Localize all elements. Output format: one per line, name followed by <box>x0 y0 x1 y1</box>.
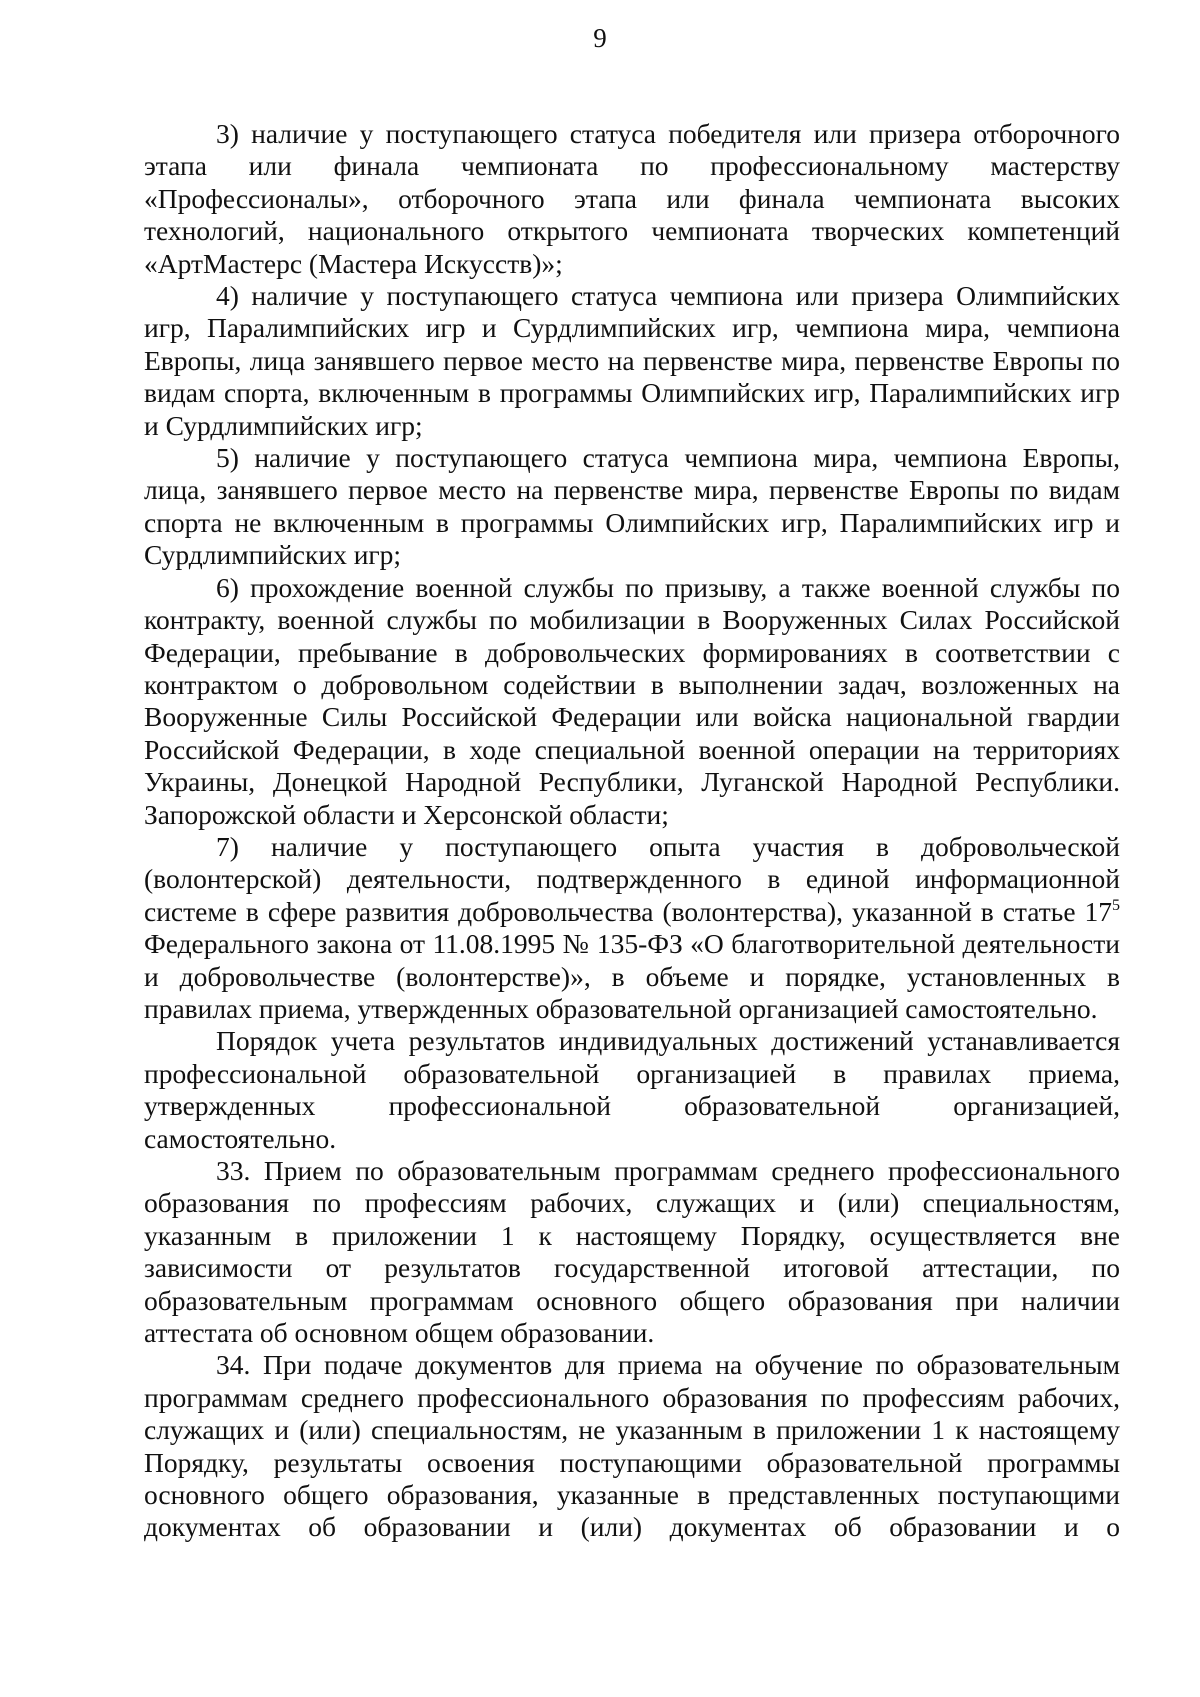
paragraph-clause-34: 34. При подаче документов для приема на обучение по образовательным программам среднего профессионального образования по профессиям рабочих, служащих и (или) специальностям, не указанным в приложении 1 к настоящему Порядку, результаты освоения поступающими образовательной программы основного общего образования, указанные в представленных поступающими документах об образовании и (или) документах об образовании и о <box>144 1349 1120 1543</box>
paragraph-item-7-text-before: 7) наличие у поступающего опыта участия в добровольческой (волонтерской) деятельности, подтвержденного в единой информационной системе в сфере развития добровольчества (волонтерства), указанной в статье 17 <box>144 830 1120 927</box>
paragraph-item-7 <box>144 831 1120 1025</box>
paragraph-item-4: 4) наличие у поступающего статуса чемпиона или призера Олимпийских игр, Паралимпийских игр и Сурдлимпийских игр, чемпиона мира, чемпиона Европы, лица занявшего первое место на первенстве мира, первенстве Европы по видам спорта, включенным в программы Олимпийских игр, Паралимпийских игр и Сурдлимпийских игр; <box>144 280 1120 441</box>
document-body <box>144 118 1120 1544</box>
paragraph-clause-33: 33. Прием по образовательным программам среднего профессионального образования по профессиям рабочих, служащих и (или) специальностям, указанным в приложении 1 к настоящему Порядку, осуществляется вне зависимости от результатов государственной итоговой аттестации, по образовательным программам основного общего образования при наличии аттестата об основном общем образовании. <box>144 1155 1120 1349</box>
paragraph-item-3: 3) наличие у поступающего статуса победителя или призера отборочного этапа или финала чемпионата по профессиональному мастерству «Профессионалы», отборочного этапа или финала чемпионата высоких технологий, национального открытого чемпионата творческих компетенций «АртМастерс (Мастера Искусств)»; <box>144 118 1120 279</box>
article-superscript: 5 <box>1112 896 1120 914</box>
paragraph-item-6: 6) прохождение военной службы по призыву, а также военной службы по контракту, военной службы по мобилизации в Вооруженных Силах Российской Федерации, пребывание в добровольческих формированиях в соответствии с контрактом о добровольном содействии в выполнении задач, возложенных на Вооруженные Силы Российской Федерации или войска национальной гвардии Российской Федерации, в ходе специальной военной операции на территориях Украины, Донецкой Народной Республики, Луганской Народной Республики. Запорожской области и Херсонской области; <box>144 571 1120 830</box>
page-number: 9 <box>593 23 607 53</box>
paragraph-achievements-procedure: Порядок учета результатов индивидуальных достижений устанавливается профессиональной образовательной организацией в правилах приема, утвержденных профессиональной образовательной организацией, самостоятельно. <box>144 1025 1120 1154</box>
paragraph-item-5: 5) наличие у поступающего статуса чемпиона мира, чемпиона Европы, лица, занявшего первое место на первенстве мира, первенстве Европы по видам спорта не включенным в программы Олимпийских игр, Паралимпийских игр и Сурдлимпийских игр; <box>144 442 1120 571</box>
paragraph-item-7-text-after: Федерального закона от 11.08.1995 № 135-ФЗ «О благотворительной деятельности и добровольчестве (волонтерстве)», в объеме и порядке, установленных в правилах приема, утвержденных образовательной организацией самостоятельно. <box>144 928 1120 1024</box>
